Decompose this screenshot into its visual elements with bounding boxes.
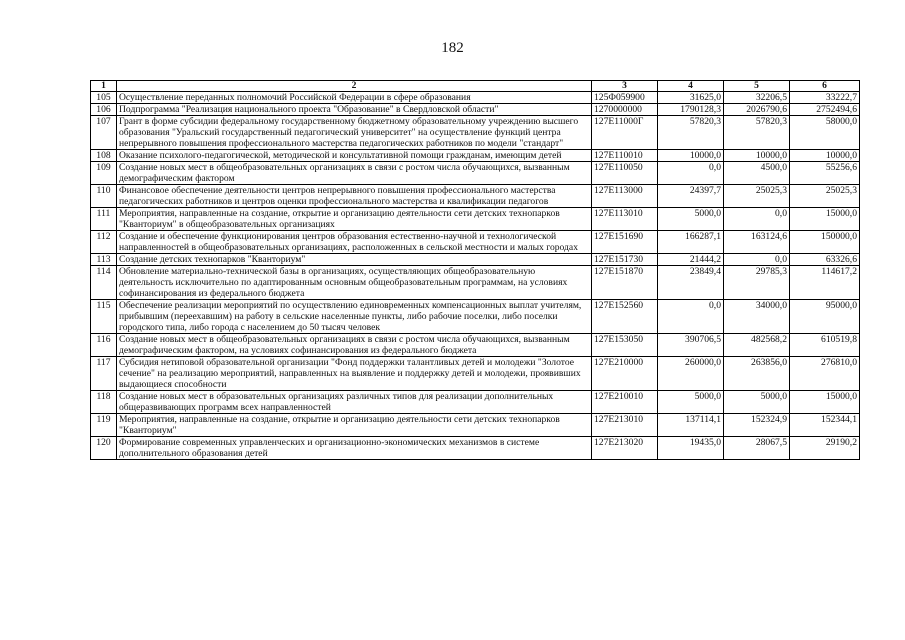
row-number: 105 — [91, 92, 117, 104]
table-row — [91, 437, 860, 460]
row-number: 120 — [91, 437, 117, 460]
row-value-col6: 114617,2 — [790, 266, 860, 300]
row-code: 127E210010 — [592, 391, 658, 414]
row-code: 127E210000 — [592, 357, 658, 391]
row-value-col6: 63326,6 — [790, 254, 860, 266]
row-description: Подпрограмма "Реализация национального проекта "Образование" в Свердловской области" — [117, 104, 592, 116]
row-value-col4: 137114,1 — [658, 414, 724, 437]
row-value-col6: 55256,6 — [790, 162, 860, 185]
row-code: 127E151870 — [592, 266, 658, 300]
row-value-col6: 10000,0 — [790, 150, 860, 162]
row-value-col4: 24397,7 — [658, 185, 724, 208]
row-value-col4: 1790128,3 — [658, 104, 724, 116]
row-value-col4: 0,0 — [658, 162, 724, 185]
table-row — [91, 254, 860, 266]
row-value-col4: 0,0 — [658, 300, 724, 334]
table-row — [91, 300, 860, 334]
row-code: 127E110010 — [592, 150, 658, 162]
row-value-col5: 263856,0 — [724, 357, 790, 391]
table-header-row — [91, 81, 860, 92]
row-value-col6: 2752494,6 — [790, 104, 860, 116]
row-description: Мероприятия, направленные на создание, открытие и организацию деятельности сети детских технопарков "Кванториум" в общеобразовательных организациях — [117, 208, 592, 231]
row-value-col6: 95000,0 — [790, 300, 860, 334]
row-value-col5: 482568,2 — [724, 334, 790, 357]
row-number: 117 — [91, 357, 117, 391]
table-row — [91, 391, 860, 414]
table-row — [91, 92, 860, 104]
row-code: 1270000000 — [592, 104, 658, 116]
row-number: 106 — [91, 104, 117, 116]
row-value-col5: 2026790,6 — [724, 104, 790, 116]
budget-table — [90, 80, 860, 460]
row-number: 118 — [91, 391, 117, 414]
row-value-col5: 32206,5 — [724, 92, 790, 104]
row-value-col4: 260000,0 — [658, 357, 724, 391]
header-cell: 6 — [790, 81, 860, 92]
row-code: 127E113010 — [592, 208, 658, 231]
row-description: Создание новых мест в образовательных организациях различных типов для реализации дополнительных общеразвивающих программ всех направленностей — [117, 391, 592, 414]
row-number: 116 — [91, 334, 117, 357]
row-value-col5: 5000,0 — [724, 391, 790, 414]
row-value-col6: 25025,3 — [790, 185, 860, 208]
row-description: Создание новых мест в общеобразовательных организациях в связи с ростом числа обучающихся, вызванным демографическим фактором — [117, 162, 592, 185]
row-number: 111 — [91, 208, 117, 231]
row-value-col5: 28067,5 — [724, 437, 790, 460]
table-row — [91, 414, 860, 437]
row-code: 125Ф059900 — [592, 92, 658, 104]
table-row — [91, 116, 860, 150]
row-value-col6: 150000,0 — [790, 231, 860, 254]
row-value-col4: 57820,3 — [658, 116, 724, 150]
row-value-col6: 152344,1 — [790, 414, 860, 437]
row-description: Осуществление переданных полномочий Российской Федерации в сфере образования — [117, 92, 592, 104]
row-value-col5: 163124,6 — [724, 231, 790, 254]
row-code: 127E153050 — [592, 334, 658, 357]
row-value-col5: 25025,3 — [724, 185, 790, 208]
row-value-col6: 58000,0 — [790, 116, 860, 150]
row-value-col5: 10000,0 — [724, 150, 790, 162]
row-value-col6: 15000,0 — [790, 391, 860, 414]
row-value-col6: 276810,0 — [790, 357, 860, 391]
row-value-col5: 0,0 — [724, 208, 790, 231]
row-number: 109 — [91, 162, 117, 185]
row-value-col4: 166287,1 — [658, 231, 724, 254]
row-value-col4: 5000,0 — [658, 391, 724, 414]
row-value-col5: 29785,3 — [724, 266, 790, 300]
row-number: 119 — [91, 414, 117, 437]
row-value-col5: 57820,3 — [724, 116, 790, 150]
row-value-col6: 29190,2 — [790, 437, 860, 460]
row-description: Обновление материально-технической базы в организациях, осуществляющих общеобразовательную деятельность исключительно по адаптированным основным общеобразовательным программам, на условиях софинансирования из федерального бюджета — [117, 266, 592, 300]
row-value-col5: 0,0 — [724, 254, 790, 266]
header-cell: 4 — [658, 81, 724, 92]
table-row — [91, 150, 860, 162]
row-value-col4: 390706,5 — [658, 334, 724, 357]
table-row — [91, 266, 860, 300]
row-value-col6: 610519,8 — [790, 334, 860, 357]
row-number: 107 — [91, 116, 117, 150]
row-description: Создание и обеспечение функционирования центров образования естественно-научной и технологической направленностей в общеобразовательных организациях, расположенных в сельской местности и малых городах — [117, 231, 592, 254]
row-description: Финансовое обеспечение деятельности центров непрерывного повышения профессионального мастерства педагогических работников и центров оценки профессионального мастерства и квалификации педагогов — [117, 185, 592, 208]
row-description: Мероприятия, направленные на создание, открытие и организацию деятельности сети детских технопарков "Кванториум" — [117, 414, 592, 437]
row-description: Субсидия нетиповой образовательной организации "Фонд поддержки талантливых детей и молодежи "Золотое сечение" на реализацию мероприятий, направленных на выявление и поддержку детей и молодежи, проявивших выдающиеся способности — [117, 357, 592, 391]
table-row — [91, 185, 860, 208]
row-value-col5: 4500,0 — [724, 162, 790, 185]
row-value-col4: 5000,0 — [658, 208, 724, 231]
table-row — [91, 334, 860, 357]
row-code: 127E110050 — [592, 162, 658, 185]
row-number: 114 — [91, 266, 117, 300]
table-row — [91, 208, 860, 231]
page-number: 182 — [441, 40, 464, 56]
row-value-col6: 33222,7 — [790, 92, 860, 104]
table-row — [91, 231, 860, 254]
row-value-col4: 19435,0 — [658, 437, 724, 460]
row-description: Создание новых мест в общеобразовательных организациях в связи с ростом числа обучающихся, вызванным демографическим фактором, на условиях софинансирования из федерального бюджета — [117, 334, 592, 357]
row-code: 127E11000Г — [592, 116, 658, 150]
row-value-col4: 31625,0 — [658, 92, 724, 104]
row-code: 127E213020 — [592, 437, 658, 460]
table-row — [91, 357, 860, 391]
row-code: 127E113000 — [592, 185, 658, 208]
row-number: 115 — [91, 300, 117, 334]
row-description: Создание детских технопарков "Кванториум" — [117, 254, 592, 266]
row-value-col5: 34000,0 — [724, 300, 790, 334]
row-number: 110 — [91, 185, 117, 208]
row-number: 113 — [91, 254, 117, 266]
row-code: 127E151690 — [592, 231, 658, 254]
row-description: Обеспечение реализации мероприятий по осуществлению единовременных компенсационных выплат учителям, прибывшим (переехавшим) на работу в сельские населенные пункты, либо рабочие поселки, либо поселки городского типа, либо города с населением до 50 тысяч человек — [117, 300, 592, 334]
row-description: Формирование современных управленческих и организационно-экономических механизмов в системе дополнительного образования детей — [117, 437, 592, 460]
table-body — [91, 92, 860, 460]
row-number: 112 — [91, 231, 117, 254]
header-cell: 1 — [91, 81, 117, 92]
row-code: 127E152560 — [592, 300, 658, 334]
header-cell: 5 — [724, 81, 790, 92]
header-cell: 3 — [592, 81, 658, 92]
row-value-col4: 23849,4 — [658, 266, 724, 300]
header-cell: 2 — [117, 81, 592, 92]
row-value-col5: 152324,9 — [724, 414, 790, 437]
row-code: 127E213010 — [592, 414, 658, 437]
row-code: 127E151730 — [592, 254, 658, 266]
row-number: 108 — [91, 150, 117, 162]
row-description: Оказание психолого-педагогической, методической и консультативной помощи гражданам, имеющим детей — [117, 150, 592, 162]
table-row — [91, 162, 860, 185]
row-value-col4: 10000,0 — [658, 150, 724, 162]
row-description: Грант в форме субсидии федеральному государственному бюджетному образовательному учреждению высшего образования "Уральский государственный педагогический университет" на осуществление функций центра непрерывного повышения профессионального мастерства педагогических работников по модели "стандарт" — [117, 116, 592, 150]
table-row — [91, 104, 860, 116]
row-value-col6: 15000,0 — [790, 208, 860, 231]
row-value-col4: 21444,2 — [658, 254, 724, 266]
